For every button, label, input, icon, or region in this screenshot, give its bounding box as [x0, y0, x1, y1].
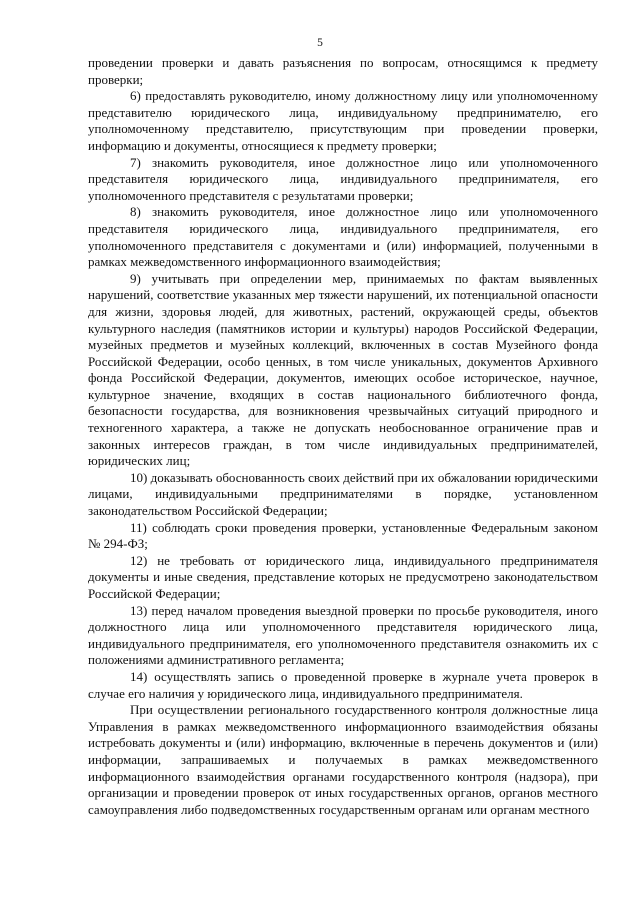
paragraph-continuation: проведении проверки и давать разъяснения по вопросам, относящимся к предмету проверки; [88, 55, 598, 87]
paragraph-item-8: 8) знакомить руководителя, иное должностное лицо или уполномоченного представителя юридического лица, индивидуального предпринимателя, его уполномоченного представителя с документами и (или) информацией, полученными в рамках межведомственного информационного взаимодействия; [88, 204, 598, 270]
document-body [88, 55, 598, 818]
paragraph-item-14: 14) осуществлять запись о проведенной проверке в журнале учета проверок в случае его наличия у юридического лица, индивидуального предпринимателя. [88, 668, 598, 701]
paragraph-item-12: 12) не требовать от юридического лица, индивидуального предпринимателя документы и иные сведения, представление которых не предусмотрено законодательством Российской Федерации; [88, 552, 598, 601]
paragraph-item-11: 11) соблюдать сроки проведения проверки, установленные Федеральным законом № 294-ФЗ; [88, 519, 598, 552]
paragraph-item-10: 10) доказывать обоснованность своих действий при их обжаловании юридическими лицами, индивидуальными предпринимателями в порядке, установленном законодательством Российской Федерации; [88, 469, 598, 519]
paragraph-item-6: 6) предоставлять руководителю, иному должностному лицу или уполномоченному представителю юридического лица, индивидуальному предпринимателю, его уполномоченному представителю, присутствующим при проведении проверки, информацию и документы, относящиеся к предмету проверки; [88, 88, 598, 153]
paragraph-item-9: 9) учитывать при определении мер, принимаемых по фактам выявленных нарушений, соответствие указанных мер тяжести нарушений, их потенциальной опасности для жизни, здоровья людей, для животных, растений, окружающей среды, объектов культурного наследия (памятников истории и культуры) народов Российской Федерации, музейных предметов и музейных коллекций, включенных в состав Музейного фонда Российской Федерации, особо ценных, в том числе уникальных, документов Архивного фонда Российской Федерации, документов, имеющих особое историческое, научное, культурное значение, входящих в состав национального библиотечного фонда, безопасности государства, для возникновения чрезвычайных ситуаций природного и техногенного характера, а также не допускать необоснованное ограничение прав и законных интересов граждан, в том числе индивидуальных предпринимателей, юридических лиц; [88, 270, 598, 469]
page-number: 5 [317, 37, 323, 49]
paragraph-interagency: При осуществлении регионального государственного контроля должностные лица Управления в рамках межведомственного информационного взаимодействия обязаны истребовать документы и (или) информацию, включенные в перечень документов и (или) информации, запрашиваемых и получаемых в рамках межведомственного информационного взаимодействия органами государственного контроля (надзора), при организации и проведении проверок от иных государственных органов, органов местного самоуправления либо подведомственных государственным органам или органам местного [88, 702, 598, 817]
paragraph-item-7: 7) знакомить руководителя, иное должностное лицо или уполномоченного представителя юридического лица, индивидуального предпринимателя, его уполномоченного представителя с результатами проверки; [88, 154, 598, 203]
paragraph-item-13: 13) перед началом проведения выездной проверки по просьбе руководителя, иного должностного лица или уполномоченного представителя юридического лица, индивидуального предпринимателя, его уполномоченного представителя ознакомить их с положениями административного регламента; [88, 602, 598, 668]
